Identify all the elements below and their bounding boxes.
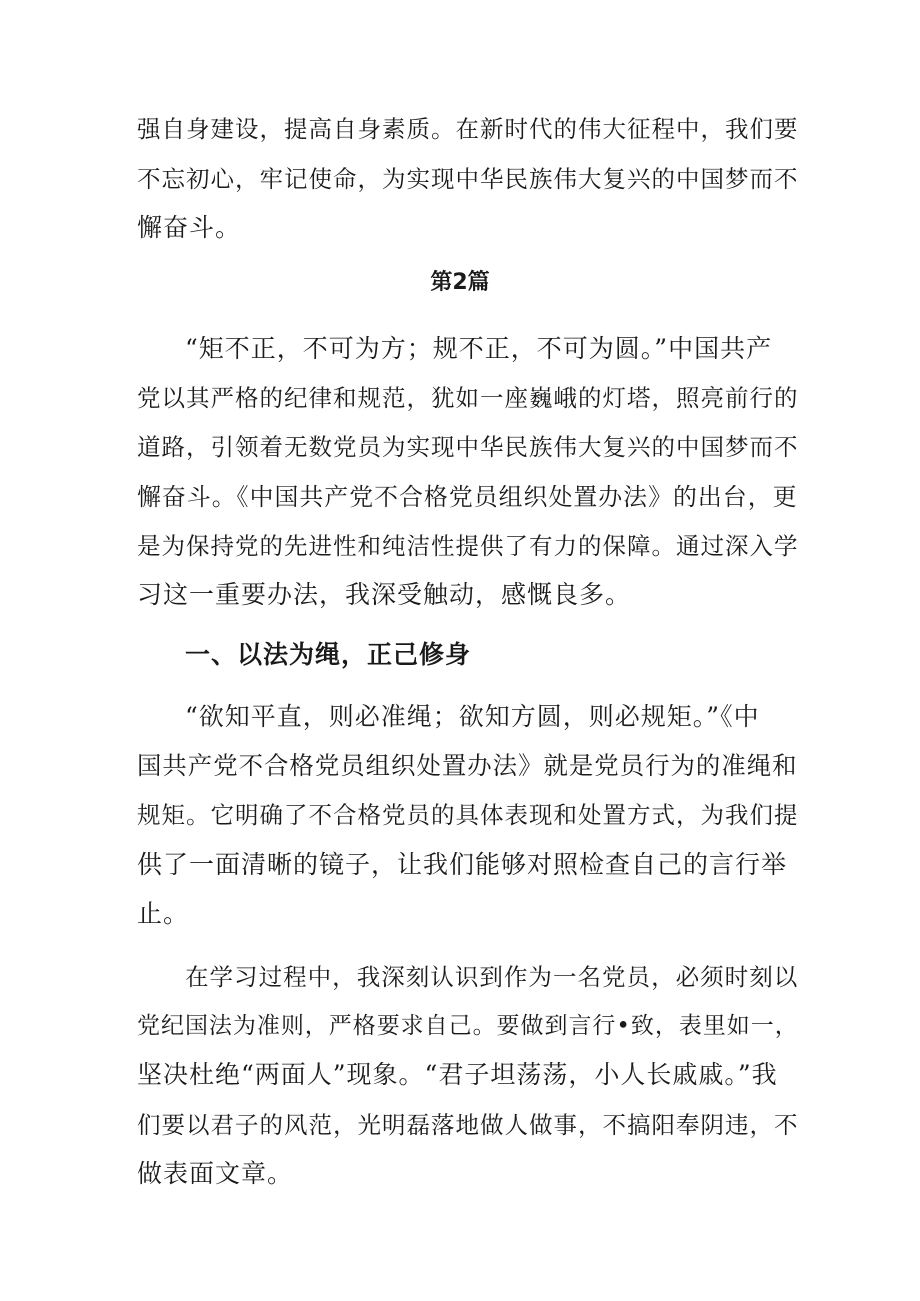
article-heading: 第2篇 xyxy=(430,270,490,295)
text-line: 规矩。它明确了不合格党员的具体表现和处置方式，为我们提 xyxy=(137,801,799,829)
text-line: 国共产党不合格党员组织处置办法》就是党员行为的准绳和 xyxy=(137,751,798,780)
text-line: 止。 xyxy=(137,899,190,928)
text-line: 道路，引领着无数党员为实现中华民族伟大复兴的中国梦而不 xyxy=(137,433,799,461)
text-line: 不忘初心，牢记使命，为实现中华民族伟大复兴的中国梦而不 xyxy=(137,165,799,193)
text-line: 强自身建设，提高自身素质。在新时代的伟大征程中，我们要 xyxy=(137,115,799,143)
text-line: “欲知平直，则必准绳；欲知方圆，则必规矩。”《中 xyxy=(185,702,760,731)
text-line: 做表面文章。 xyxy=(137,1159,294,1188)
text-line: 是为保持党的先进性和纯洁性提供了有力的保障。通过深入学 xyxy=(137,532,799,560)
text-line: 党纪国法为准则，严格要求自己。要做到言行•致，表里如一， xyxy=(137,1013,799,1039)
text-line: 供了一面清晰的镜子，让我们能够对照检查自己的言行举 xyxy=(137,850,788,879)
text-line: 懈奋斗。《中国共产党不合格党员组织处置办法》的出台，更 xyxy=(137,483,798,511)
text-line: 坚决杜绝“两面人”现象。“君子坦荡荡，小人长戚戚。”我 xyxy=(137,1060,778,1089)
text-line: 习这一重要办法，我深受触动，感慨良多。 xyxy=(137,580,632,609)
text-line: 在学习过程中，我深刻认识到作为一名党员，必须时刻以 xyxy=(185,963,799,991)
text-line: “矩不正，不可为方；规不正，不可为圆。”中国共产 xyxy=(185,334,773,363)
text-line: 懈奋斗。 xyxy=(137,213,242,242)
text-line: 们要以君子的风范，光明磊落地做人做事，不搞阳奉阴违，不 xyxy=(137,1111,799,1139)
section-heading: 一、以法为绳，正己修身 xyxy=(185,640,472,669)
text-line: 党以其严格的纪律和规范，犹如一座巍峨的灯塔，照亮前行的 xyxy=(137,384,799,412)
